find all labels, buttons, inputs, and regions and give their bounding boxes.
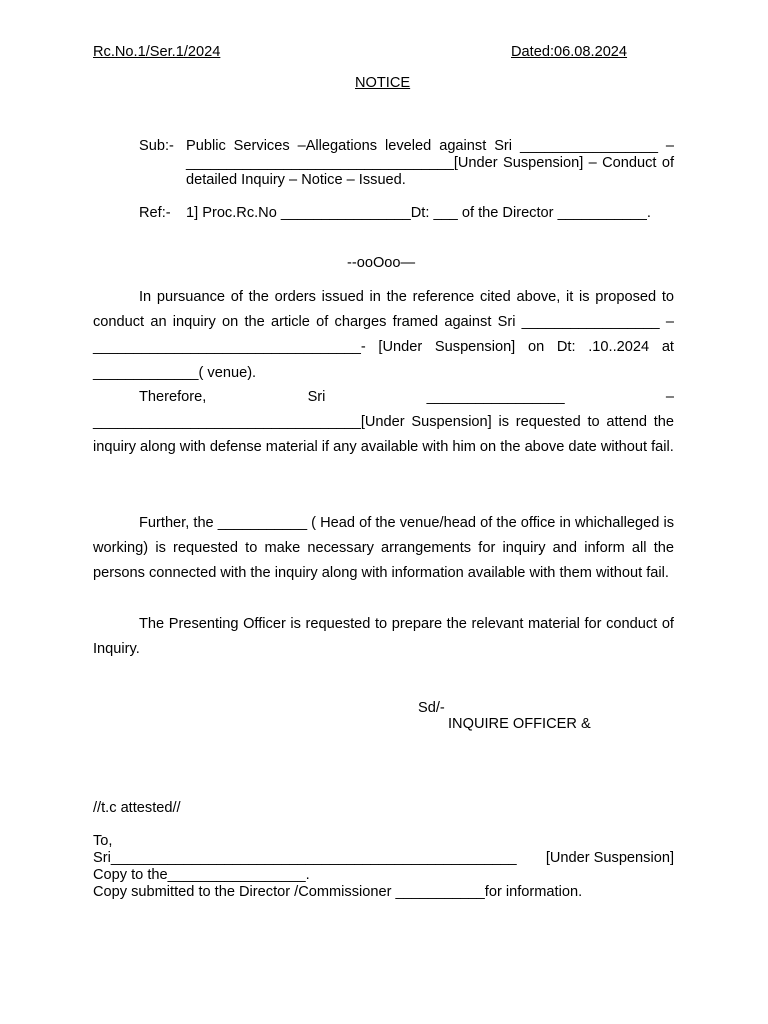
paragraph-presenting-officer: The Presenting Officer is requested to prepare the relevant material for conduct of Inquiry. [93, 616, 674, 658]
subject-text: Public Services –Allegations leveled against Sri _________________ – _________________________________[Under Suspension] – Conduct of detailed Inquiry – Notice – Issued. [186, 138, 674, 188]
separator: --ooOoo— [347, 255, 416, 271]
addressee-suspension: [Under Suspension] [545, 850, 674, 866]
reference-number: Rc.No.1/Ser.1/2024 [93, 44, 221, 60]
subject-label: Sub:- [139, 138, 174, 154]
signature-sd: Sd/- [418, 700, 445, 716]
date-line: Dated:06.08.2024 [511, 44, 628, 60]
paragraph-further: Further, the ___________ ( Head of the venue/head of the office in whichalleged is working) is requested to make necessary arrangements for inquiry and inform all the persons connected with the inquiry along with information available with them without fail. [93, 515, 674, 582]
copy-submitted-line: Copy submitted to the Director /Commissioner ___________for information. [93, 884, 583, 900]
signature-officer: INQUIRE OFFICER & [448, 716, 591, 732]
reference-label: Ref:- [139, 205, 171, 221]
attested-line: //t.c attested// [93, 800, 181, 816]
addressee-name: Sri__________________________________________________ [93, 850, 517, 866]
reference-text: 1] Proc.Rc.No ________________Dt: ___ of the Director ___________. [186, 205, 651, 221]
copy-to-line: Copy to the_________________. [93, 867, 310, 883]
paragraph-inquiry: In pursuance of the orders issued in the reference cited above, it is proposed to conduct an inquiry on the article of charges framed against Sri _________________ –_________________________________- [Under Suspension] on Dt: .10..2024 at _____________( venue). [93, 289, 674, 381]
paragraph-therefore: Therefore, Sri _________________ – _________________________________[Under Suspension] is requested to attend the inquiry along with defense material if any available with him on the above date without fail. [93, 389, 674, 456]
addressee-line [93, 850, 674, 867]
addressee-to: To, [93, 833, 113, 849]
notice-title: NOTICE [355, 75, 411, 91]
